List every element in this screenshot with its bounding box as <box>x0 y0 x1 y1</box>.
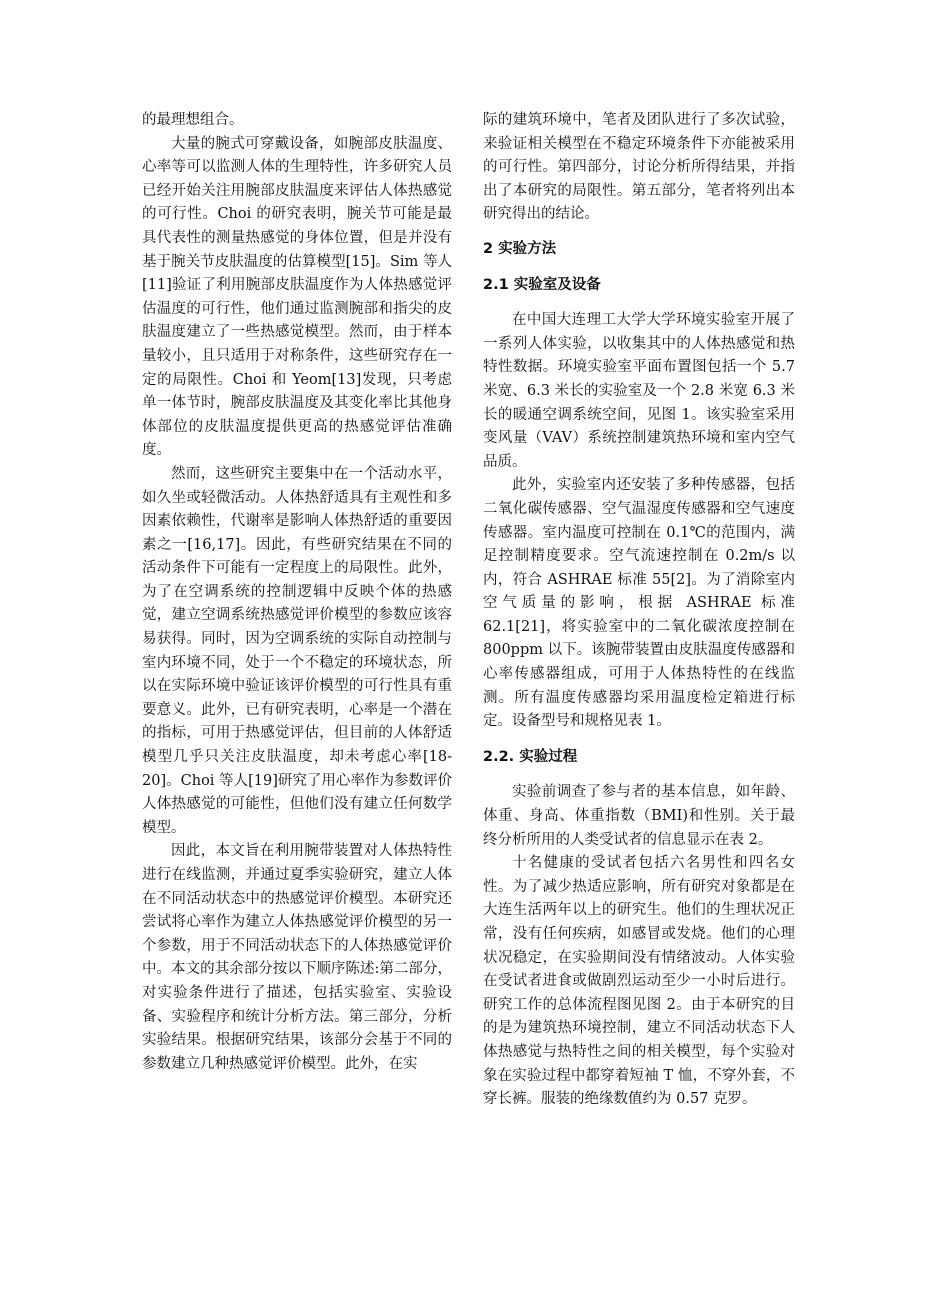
subsection-heading-lab: 2.1 实验室及设备 <box>483 276 601 293</box>
paragraph-study-aims: 因此，本文旨在利用腕带装置对人体热特性进行在线监测，并通过夏季实验研究，建立人体在不同活动状态中的热感觉评价模型。本研究还尝试将心率作为建立人体热感觉评价模型的另一个参数，用于不同活动状态下的人体热感觉评价中。本文的其余部分按以下顺序陈述:第二部分，对实验条件进行了描述，包括实验室、实验设备、实验程序和统计分析方法。第三部分，分析实验结果。根据研究结果，该部分会基于不同的参数建立几种热感觉评价模型。此外，在实 <box>142 843 452 1072</box>
paragraph-subjects: 十名健康的受试者包括六名男性和四名女性。为了减少热适应影响，所有研究对象都是在大连生活两年以上的研究生。他们的生理状况正常，没有任何疾病，如感冒或发烧。他们的心理状况稳定，在实验期间没有情绪波动。人体实验在受试者进食或做剧烈运动至少一小时后进行。研究工作的总体流程图见图 2。由于本研究的目的是为建筑热环境控制，建立不同活动状态下人体热感觉与热特性之间的相关模型，每个实验对象在实验过程中都穿着短袖 T 恤，不穿外套，不穿长裤。服装的绝缘数值约为 0.57 克罗。 <box>483 855 795 1108</box>
right-column <box>483 109 795 1112</box>
paragraph-wearable-devices: 大量的腕式可穿戴设备，如腕部皮肤温度、心率等可以监测人体的生理特性，许多研究人员已经开始关注用腕部皮肤温度来评估人体热感觉的可行性。Choi 的研究表明，腕关节可能是最具代表性的测量热感觉的身体位置，但是并没有基于腕关节皮肤温度的估算模型[15]。Sim 等人[11]验证了利用腕部皮肤温度作为人体热感觉评估温度的可行性，他们通过监测腕部和指尖的皮肤温度建立了一些热感觉模型。然而，由于样本量较小，且只适用于对称条件，这些研究存在一定的局限性。Choi 和 Yeom[13]发现，只考虑单一体节时，腕部皮肤温度及其变化率比其他身体部位的皮肤温度提供更高的热感觉评估准确度。 <box>142 135 452 459</box>
paragraph-participant-info: 实验前调查了参与者的基本信息，如年龄、体重、身高、体重指数（BMI)和性别。关于最终分析所用的人类受试者的信息显示在表 2。 <box>483 784 795 848</box>
paragraph-sensors: 此外，实验室内还安装了多种传感器，包括二氧化碳传感器、空气温湿度传感器和空气速度传感器。室内温度可控制在 0.1℃的范围内，满足控制精度要求。空气流速控制在 0.2m/s 以内，符合 ASHRAE 标准 55[2]。为了消除室内空气质量的影响，根据 ASHRAE 标准 62.1[21]，将实验室中的二氧化碳浓度控制在 800ppm 以下。该腕带装置由皮肤温度传感器和心率传感器组成，可用于人体热特性的在线监测。所有温度传感器均采用温度检定箱进行标定。设备型号和规格见表 1。 <box>483 477 795 730</box>
paragraph-continuation: 的最理想组合。 <box>142 112 244 128</box>
paragraph-continuation-right: 际的建筑环境中，笔者及团队进行了多次试验，来验证相关模型在不稳定环境条件下亦能被采用的可行性。第四部分，讨论分析所得结果，并指出了本研究的局限性。第五部分，笔者将列出本研究得出的结论。 <box>483 112 795 223</box>
paragraph-activity-levels: 然而，这些研究主要集中在一个活动水平，如久坐或轻微活动。人体热舒适具有主观性和多因素依赖性，代谢率是影响人体热舒适的重要因素之一[16,17]。因此，有些研究结果在不同的活动条件下可能有一定程度上的局限性。此外，为了在空调系统的控制逻辑中反映个体的热感觉，建立空调系统热感觉评价模型的参数应该容易获得。同时，因为空调系统的实际自动控制与室内环境不同，处于一个不稳定的环境状态，所以在实际环境中验证该评价模型的可行性具有重要意义。此外，已有研究表明，心率是一个潜在的指标，可用于热感觉评估，但目前的人体舒适模型几乎只关注皮肤温度，却未考虑心率[18-20]。Choi 等人[19]研究了用心率作为参数评价人体热感觉的可能性，但他们没有建立任何数学模型。 <box>142 465 452 836</box>
paragraph-lab-description: 在中国大连理工大学大学环境实验室开展了一系列人体实验，以收集其中的人体热感觉和热特性数据。环境实验室平面布置图包括一个 5.7 米宽、6.3 米长的实验室及一个 2.8 米宽 6.3 米长的暖通空调系统空间，见图 1。该实验室采用变风量（VAV）系统控制建筑热环境和室内空气品质。 <box>483 312 795 470</box>
subsection-heading-procedure: 2.2. 实验过程 <box>483 748 578 765</box>
left-column <box>142 109 452 1076</box>
section-heading-methods: 2 实验方法 <box>483 240 557 257</box>
